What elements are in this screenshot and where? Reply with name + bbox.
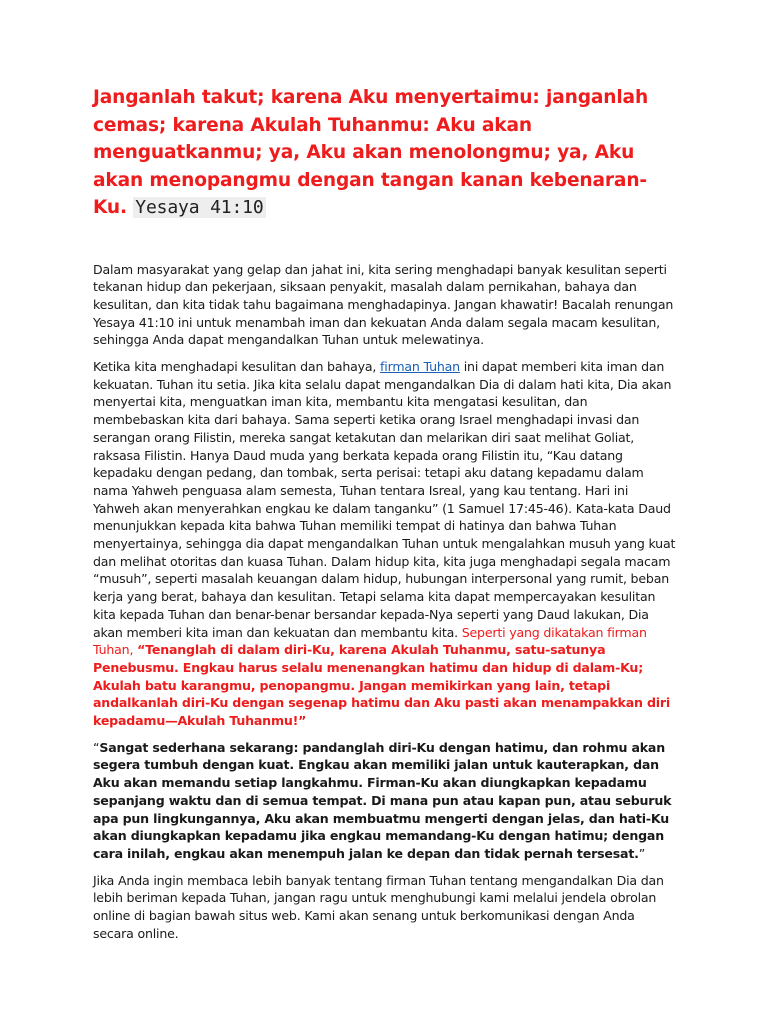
- quote-highlight: “Tenanglah di dalam diri-Ku, karena Akulah Tuhanmu, satu-satunya Penebusmu. Engkau harus selalu menenangkan hatimu dan hidup di dalam-Ku; Akulah batu karangmu, penopangmu. Jangan memikirkan yang lain, tetapi andalkanlah diri-Ku dengan segenap hatimu dan Aku pasti akan menampakkan diri kepadamu—Akulah Tuhanmu!”: [93, 642, 670, 729]
- paragraph-main-start: Ketika kita menghadapi kesulitan dan bahaya,: [93, 359, 377, 375]
- firman-tuhan-link[interactable]: firman Tuhan: [380, 359, 460, 375]
- paragraph-contact: Jika Anda ingin membaca lebih banyak tentang firman Tuhan tentang mengandalkan Dia dan lebih beriman kepada Tuhan, jangan ragu untuk menghubungi kami melalui jendela obrolan online di bagian bawah situs web. Kami akan senang untuk berkomunikasi dengan Anda secara online.: [93, 872, 664, 941]
- quote-bold-text: Sangat sederhana sekarang: pandanglah diri-Ku dengan hatimu, dan rohmu akan segera tumbuh dengan kuat. Engkau akan memiliki jalan untuk kauterapkan, dan Aku akan memandu setiap langkahmu. Firman-Ku akan diungkapkan kepadamu sepanjang waktu dan di semua tempat. Di mana pun atau kapan pun, atau seburuk apa pun lingkungannya, Aku akan membuatmu mengerti dengan jelas, dan hati-Ku akan diungkapkan kepadamu jika engkau memandang-Ku dengan hatimu; dengan cara inilah, engkau akan menempuh jalan ke depan dan tidak pernah tersesat.: [93, 739, 672, 861]
- paragraph-main: [93, 358, 677, 730]
- quote-close-mark: ”: [638, 846, 646, 861]
- article-body: [93, 261, 677, 943]
- quote-open-mark: “: [93, 739, 100, 755]
- paragraph-quote: [93, 739, 677, 863]
- quote-intro: Seperti yang dikatakan firman Tuhan,: [93, 624, 647, 658]
- verse-quote: Janganlah takut; karena Aku menyertaimu: janganlah cemas; karena Akulah Tuhanmu: Aku akan menguatkanmu; ya, Aku akan menolongmu; ya, Aku akan menopangmu dengan tangan kanan kebenaran-Ku.: [93, 87, 649, 218]
- paragraph-intro: Dalam masyarakat yang gelap dan jahat ini, kita sering menghadapi banyak kesulitan seperti tekanan hidup dan pekerjaan, siksaan penyakit, masalah dalam pernikahan, bahaya dan kesulitan, dan kita tidak tahu bagaimana menghadapinya. Jangan khawatir! Bacalah renungan Yesaya 41:10 ini untuk menambah iman dan kekuatan Anda dalam segala macam kesulitan, sehingga Anda dapat mengandalkan Tuhan untuk melewatinya.: [93, 261, 674, 348]
- verse-reference: Yesaya 41:10: [135, 197, 264, 218]
- paragraph-main-text: ini dapat memberi kita iman dan kekuatan. Tuhan itu setia. Jika kita selalu dapat mengandalkan Dia di dalam hati kita, Dia akan menyertai kita, menguatkan iman kita, membantu kita mengatasi kesulitan, dan membebaskan kita dari bahaya. Sama seperti ketika orang Israel menghadapi invasi dan serangan orang Filistin, mereka sangat ketakutan dan melarikan diri saat melihat Goliat, raksasa Filistin. Hanya Daud muda yang berkata kepada orang Filistin itu, “Kau datang kepadaku dengan pedang, dan tombak, serta perisai: tetapi aku datang kepadamu dalam nama Yahweh penguasa alam semesta, Tuhan tentara Isreal, yang kau tentang. Hari ini Yahweh akan menyerahkan engkau ke dalam tanganku” (1 Samuel 17:45-46). Kata-kata Daud menunjukkan kepada kita bahwa Tuhan memiliki tempat di hatinya dan bahwa Tuhan menyertainya, sehingga dia dapat mengandalkan Tuhan untuk mengalahkan musuh yang kuat dan melihat otoritas dan kuasa Tuhan. Dalam hidup kita, kita juga menghadapi segala macam “musuh”, seperti masalah keuangan dalam hidup, hubungan interpersonal yang rumit, beban kerja yang berat, bahaya dan kesulitan. Tetapi selama kita dapat mempercayakan kesulitan kita kepada Tuhan dan benar-benar bersandar kepada-Nya seperti yang Daud lakukan, Dia akan memberi kita iman dan kekuatan dan membantu kita.: [93, 359, 676, 640]
- document-page: [93, 84, 677, 952]
- verse-heading: [93, 84, 677, 222]
